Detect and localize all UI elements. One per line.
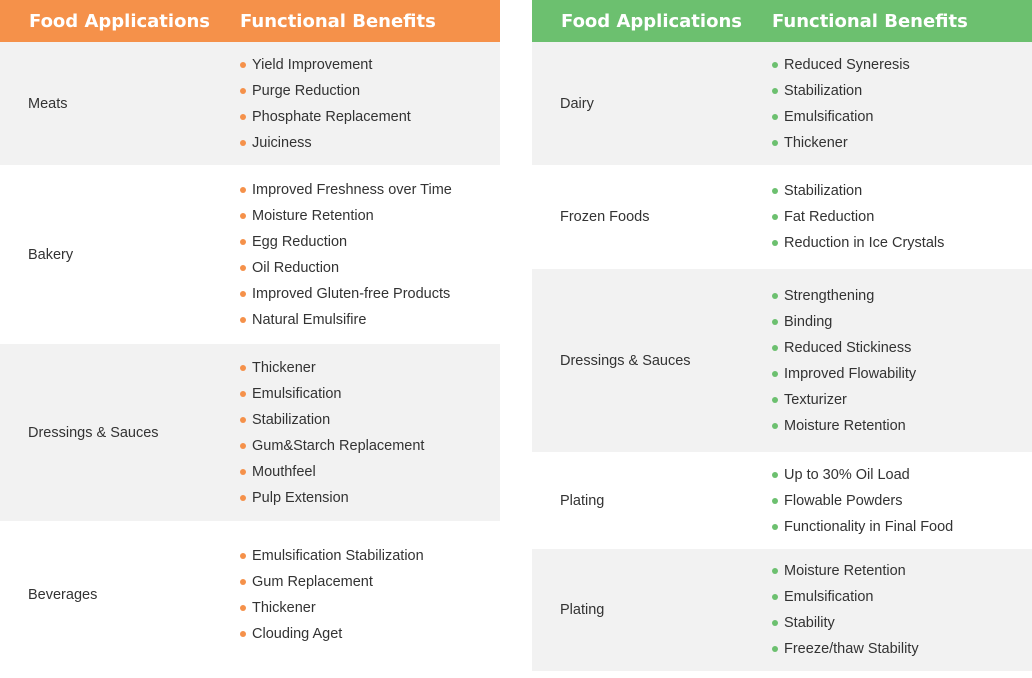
benefit-text: Natural Emulsifire	[252, 311, 367, 328]
benefit-text: Functionality in Final Food	[784, 518, 954, 535]
benefits-list	[772, 52, 910, 156]
header-food-applications: Food Applications	[29, 10, 210, 32]
list-item	[772, 558, 919, 584]
right-table-body	[532, 42, 1032, 671]
list-item	[772, 230, 944, 256]
benefit-text: Juiciness	[252, 134, 312, 151]
table-row	[0, 344, 500, 521]
list-item	[240, 355, 424, 381]
bullet-dot-icon	[240, 88, 246, 94]
bullet-dot-icon	[240, 631, 246, 637]
benefit-text: Emulsification	[784, 108, 874, 125]
bullet-dot-icon	[240, 62, 246, 68]
right-table	[532, 0, 1032, 671]
bullet-dot-icon	[772, 423, 778, 429]
benefit-text: Moisture Retention	[252, 207, 374, 224]
left-table-body	[0, 42, 500, 669]
list-item	[772, 178, 944, 204]
benefit-text: Egg Reduction	[252, 233, 348, 250]
benefit-text: Binding	[784, 313, 833, 330]
benefit-text: Stabilization	[784, 82, 863, 99]
benefit-text: Improved Gluten-free Products	[252, 285, 451, 302]
list-item	[240, 621, 424, 647]
bullet-dot-icon	[772, 293, 778, 299]
bullet-dot-icon	[240, 443, 246, 449]
list-item	[240, 255, 452, 281]
benefit-text: Thickener	[252, 359, 316, 376]
benefit-text: Emulsification	[784, 589, 874, 605]
table-row	[0, 165, 500, 344]
benefit-text: Gum Replacement	[252, 574, 373, 590]
food-application-label: Bakery	[28, 246, 74, 263]
bullet-dot-icon	[772, 140, 778, 146]
table-row	[0, 42, 500, 165]
benefit-text: Purge Reduction	[252, 82, 361, 99]
benefit-text: Phosphate Replacement	[252, 108, 411, 125]
benefits-list	[772, 283, 916, 439]
list-item	[772, 361, 916, 387]
list-item	[772, 462, 953, 488]
benefits-list	[240, 355, 424, 511]
bullet-dot-icon	[240, 553, 246, 559]
list-item	[240, 407, 424, 433]
food-application-label: Plating	[560, 602, 605, 618]
list-item	[240, 104, 411, 130]
bullet-dot-icon	[240, 187, 246, 193]
bullet-dot-icon	[772, 397, 778, 403]
header-functional-benefits: Functional Benefits	[772, 10, 968, 32]
benefit-text: Reduction in Ice Crystals	[784, 235, 945, 251]
bullet-dot-icon	[772, 240, 778, 246]
table-row	[532, 42, 1032, 165]
bullet-dot-icon	[240, 140, 246, 146]
list-item	[240, 229, 452, 255]
benefit-text: Reduced Stickiness	[784, 339, 912, 356]
list-item	[772, 335, 916, 361]
food-application-label: Dressings & Sauces	[560, 352, 691, 369]
bullet-dot-icon	[772, 524, 778, 530]
benefits-list	[772, 558, 919, 662]
benefit-text: Mouthfeel	[252, 463, 316, 480]
table-row	[532, 452, 1032, 549]
benefit-text: Texturizer	[784, 391, 847, 408]
list-item	[240, 307, 452, 333]
benefit-text: Reduced Syneresis	[784, 56, 910, 73]
table-row	[0, 521, 500, 669]
bullet-dot-icon	[772, 594, 778, 600]
bullet-dot-icon	[772, 188, 778, 194]
bullet-dot-icon	[772, 345, 778, 351]
list-item	[772, 204, 944, 230]
list-item	[772, 413, 916, 439]
list-item	[240, 459, 424, 485]
bullet-dot-icon	[240, 265, 246, 271]
list-item	[772, 78, 910, 104]
benefit-text: Emulsification Stabilization	[252, 548, 424, 564]
benefit-text: Clouding Aget	[252, 626, 343, 642]
benefit-text: Moisture Retention	[784, 417, 906, 434]
list-item	[240, 281, 452, 307]
food-application-label: Dressings & Sauces	[28, 424, 159, 441]
bullet-dot-icon	[772, 620, 778, 626]
benefit-text: Stabilization	[784, 183, 863, 199]
benefit-text: Improved Flowability	[784, 365, 917, 382]
benefit-text: Fat Reduction	[784, 209, 875, 225]
benefits-list	[240, 177, 452, 333]
list-item	[772, 309, 916, 335]
list-item	[240, 130, 411, 156]
list-item	[240, 78, 411, 104]
bullet-dot-icon	[772, 498, 778, 504]
bullet-dot-icon	[240, 579, 246, 585]
benefit-text: Strengthening	[784, 287, 875, 304]
bullet-dot-icon	[240, 213, 246, 219]
benefit-text: Up to 30% Oil Load	[784, 466, 910, 483]
right-table-header	[532, 0, 1032, 42]
benefit-text: Gum&Starch Replacement	[252, 437, 425, 454]
list-item	[240, 203, 452, 229]
list-item	[240, 177, 452, 203]
bullet-dot-icon	[772, 214, 778, 220]
benefit-text: Moisture Retention	[784, 563, 906, 579]
list-item	[772, 584, 919, 610]
benefit-text: Improved Freshness over Time	[252, 181, 452, 198]
list-item	[772, 610, 919, 636]
list-item	[772, 283, 916, 309]
list-item	[240, 569, 424, 595]
bullet-dot-icon	[772, 319, 778, 325]
table-row	[532, 549, 1032, 671]
bullet-dot-icon	[240, 391, 246, 397]
food-application-label: Meats	[28, 95, 68, 112]
bullet-dot-icon	[772, 62, 778, 68]
list-item	[240, 595, 424, 621]
list-item	[240, 543, 424, 569]
food-application-label: Beverages	[28, 587, 98, 603]
header-functional-benefits: Functional Benefits	[240, 10, 436, 32]
left-table-header	[0, 0, 500, 42]
bullet-dot-icon	[772, 472, 778, 478]
benefit-text: Flowable Powders	[784, 492, 903, 509]
benefit-text: Yield Improvement	[252, 56, 373, 73]
bullet-dot-icon	[240, 469, 246, 475]
list-item	[772, 387, 916, 413]
list-item	[240, 433, 424, 459]
list-item	[772, 514, 953, 540]
benefit-text: Emulsification	[252, 385, 342, 402]
bullet-dot-icon	[240, 365, 246, 371]
benefit-text: Freeze/thaw Stability	[784, 641, 919, 657]
list-item	[772, 488, 953, 514]
list-item	[240, 52, 411, 78]
bullet-dot-icon	[772, 88, 778, 94]
list-item	[772, 104, 910, 130]
benefits-list	[240, 543, 424, 647]
list-item	[772, 636, 919, 662]
bullet-dot-icon	[240, 495, 246, 501]
bullet-dot-icon	[772, 568, 778, 574]
food-application-label: Frozen Foods	[560, 209, 650, 225]
bullet-dot-icon	[240, 605, 246, 611]
benefit-text: Stabilization	[252, 411, 331, 428]
bullet-dot-icon	[240, 417, 246, 423]
table-row	[532, 269, 1032, 452]
benefit-text: Thickener	[252, 600, 316, 616]
list-item	[240, 485, 424, 511]
benefits-list	[240, 52, 411, 156]
header-food-applications: Food Applications	[561, 10, 742, 32]
list-item	[240, 381, 424, 407]
benefit-text: Stability	[784, 615, 835, 631]
benefits-list	[772, 462, 953, 540]
benefit-text: Thickener	[784, 134, 848, 151]
benefit-text: Oil Reduction	[252, 259, 340, 276]
table-row	[532, 165, 1032, 269]
bullet-dot-icon	[772, 371, 778, 377]
food-application-label: Plating	[560, 492, 605, 509]
benefit-text: Pulp Extension	[252, 489, 349, 506]
benefits-list	[772, 178, 944, 256]
bullet-dot-icon	[772, 114, 778, 120]
food-application-label: Dairy	[560, 95, 594, 112]
bullet-dot-icon	[240, 239, 246, 245]
list-item	[772, 130, 910, 156]
left-table	[0, 0, 500, 669]
bullet-dot-icon	[772, 646, 778, 652]
bullet-dot-icon	[240, 317, 246, 323]
list-item	[772, 52, 910, 78]
bullet-dot-icon	[240, 291, 246, 297]
bullet-dot-icon	[240, 114, 246, 120]
